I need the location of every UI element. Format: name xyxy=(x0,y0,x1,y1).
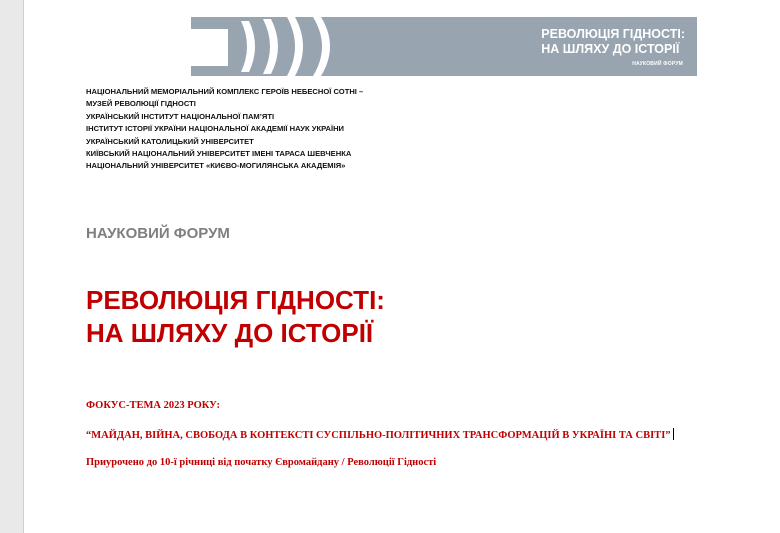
banner-title-line-1: РЕВОЛЮЦІЯ ГІДНОСТІ: xyxy=(541,27,685,41)
organizer-line: КИЇВСЬКИЙ НАЦІОНАЛЬНИЙ УНІВЕРСИТЕТ ІМЕНІ ТАРАСА ШЕВЧЕНКА xyxy=(86,149,352,159)
organizer-line: УКРАЇНСЬКИЙ ІНСТИТУТ НАЦІОНАЛЬНОЇ ПАМ’ЯТІ xyxy=(86,111,275,121)
banner-title-line-2: НА ШЛЯХУ ДО ІСТОРІЇ xyxy=(541,42,680,56)
banner-title xyxy=(541,27,685,57)
focus-theme-text: “МАЙДАН, ВІЙНА, СВОБОДА В КОНТЕКСТІ СУСПІЛЬНО-ПОЛІТИЧНИХ ТРАНСФОРМАЦІЙ В УКРАЇНІ ТА СВІТІ” xyxy=(86,430,671,441)
organizer-line: НАЦІОНАЛЬНИЙ УНІВЕРСИТЕТ «КИЄВО-МОГИЛЯНСЬКА АКАДЕМІЯ» xyxy=(86,161,346,171)
logo-arc-3 xyxy=(287,17,303,76)
forum-label: НАУКОВИЙ ФОРУМ xyxy=(86,225,230,242)
logo-arc-2 xyxy=(263,19,278,74)
organizer-line: ІНСТИТУТ ІСТОРІЇ УКРАЇНИ НАЦІОНАЛЬНОЇ АКАДЕМІЇ НАУК УКРАЇНИ xyxy=(86,124,345,134)
text-cursor xyxy=(673,428,674,440)
document-page xyxy=(23,0,780,533)
organizer-line: НАЦІОНАЛЬНИЙ МЕМОРІАЛЬНИЙ КОМПЛЕКС ГЕРОЇВ НЕБЕСНОЇ СОТНІ – xyxy=(86,87,364,96)
logo-arc-4 xyxy=(313,17,330,76)
focus-theme-text-line[interactable] xyxy=(86,428,674,441)
header-banner xyxy=(191,17,697,76)
dedication-text: Приурочено до 10-ї річниці від початку Євромайдану / Революції Гідності xyxy=(86,457,437,468)
main-title-line-1: РЕВОЛЮЦІЯ ГІДНОСТІ: xyxy=(86,285,385,315)
logo-arc-1 xyxy=(241,21,255,72)
organizer-line: МУЗЕЙ РЕВОЛЮЦІЇ ГІДНОСТІ xyxy=(86,99,196,109)
focus-theme-label: ФОКУС-ТЕМА 2023 РОКУ: xyxy=(86,400,220,411)
main-title xyxy=(86,284,385,350)
organizers-list xyxy=(86,86,363,173)
logo-square xyxy=(191,29,228,66)
organizer-line: УКРАЇНСЬКИЙ КАТОЛИЦЬКИЙ УНІВЕРСИТЕТ xyxy=(86,136,254,146)
main-title-line-2: НА ШЛЯХУ ДО ІСТОРІЇ xyxy=(86,318,374,348)
banner-subtitle: НАУКОВИЙ ФОРУМ xyxy=(632,61,683,67)
